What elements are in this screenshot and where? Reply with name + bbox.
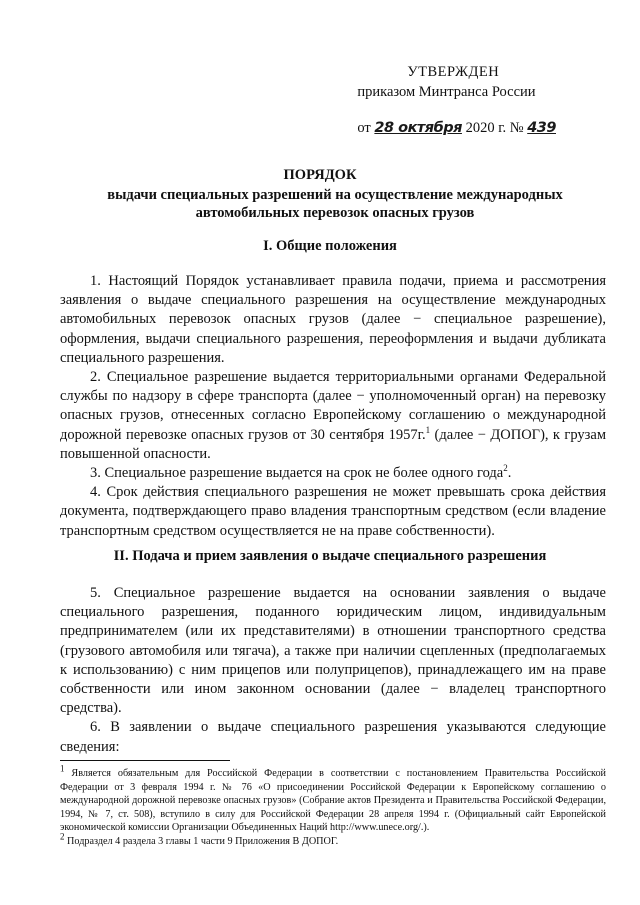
footnote-2-text: Подраздел 4 раздела 3 главы 1 части 9 Приложения В ДОПОГ.: [64, 835, 339, 847]
date-prefix: от: [357, 120, 371, 136]
handwritten-date: 28 октября: [374, 120, 462, 136]
footnote-ref-1: 1: [425, 424, 431, 435]
section-2-body: [60, 584, 606, 757]
approval-title: УТВЕРЖДЕН: [407, 64, 500, 80]
paragraph-2: [60, 368, 606, 464]
paragraph-3-text: 3. Специальное разрешение выдается на срок не более одного года: [90, 465, 504, 482]
document-title: ПОРЯДОК: [283, 167, 357, 183]
footnotes: [60, 763, 606, 849]
year-number-label: 2020 г. №: [465, 120, 524, 136]
footnote-divider: [60, 760, 230, 761]
section-1-heading: I. Общие положения: [263, 238, 397, 254]
paragraph-5: 5. Специальное разрешение выдается на основании заявления о выдаче специального разрешения, поданного юридическим лицом, индивидуальным предпринимателем (или их представителями) в отношении транспортного средства (грузового автомобиля или тягача), а также при наличии сцепленных (предполагаемых к использованию) с ним прицепов или полуприцепов), принадлежащего им на праве собственности или ином законном основании (далее − владелец транспортного средства).: [60, 585, 606, 717]
paragraph-2-tail: (далее − ДОПОГ), к грузам повышенной опасности.: [60, 426, 606, 462]
footnote-1: [60, 763, 606, 835]
paragraph-4: 4. Срок действия специального разрешения не может превышать срока действия документа, подтверждающего право владения транспортным средством (если владение транспортным средством осуществляется не на праве собственности).: [60, 484, 606, 539]
handwritten-number: 439: [527, 120, 556, 136]
paragraph-2-text: 2. Специальное разрешение выдается территориальными органами Федеральной службы по надзору в сфере транспорта (далее − уполномоченный орган) на перевозку опасных грузов, отнесенных согласно Европейскому соглашению о международной дорожной перевозке опасных грузов от 30 сентября 1957г.: [60, 369, 606, 443]
paragraph-1: 1. Настоящий Порядок устанавливает правила подачи, приема и рассмотрения заявления о выдаче специального разрешения на осуществление международных автомобильных перевозок опасных грузов (далее − специальное разрешение), оформления, выдачи специального разрешения, переоформления и выдачи дубликата специального разрешения.: [60, 273, 606, 366]
document-subtitle: выдачи специальных разрешений на осуществление международных автомобильных перевозок опасных грузов: [107, 187, 563, 221]
section-2-heading: II. Подача и прием заявления о выдаче специального разрешения: [113, 548, 547, 564]
footnote-2-mark: 2: [60, 831, 65, 842]
approval-dateline: [357, 118, 556, 138]
footnote-1-mark: 1: [60, 763, 65, 774]
approval-block: [357, 62, 556, 138]
section-1-body: [60, 272, 606, 541]
paragraph-6: 6. В заявлении о выдаче специального разрешения указываются следующие сведения:: [60, 719, 606, 755]
footnote-2: [60, 831, 606, 849]
paragraph-3: [60, 464, 606, 483]
paragraph-3-tail: .: [507, 465, 512, 482]
approval-decree: приказом Минтранса России: [357, 84, 536, 100]
footnote-ref-2: 2: [503, 463, 508, 474]
footnote-1-text: Является обязательным для Российской Федерации в соответствии с постановлением Правительства Российской Федерации от 3 февраля 1994 г. № 76 «О присоединении Российской Федерации к Европейскому соглашению о международной дорожной перевозке опасных грузов» (Собрание актов Президента и Правительства Российской Федерации, 1994, № 7, ст. 508), вступило в силу для Российской Федерации 28 апреля 1994 г. (Официальный сайт Европейской экономической комиссии Организации Объединенных Наций http://www.unece.org/.).: [60, 768, 606, 834]
